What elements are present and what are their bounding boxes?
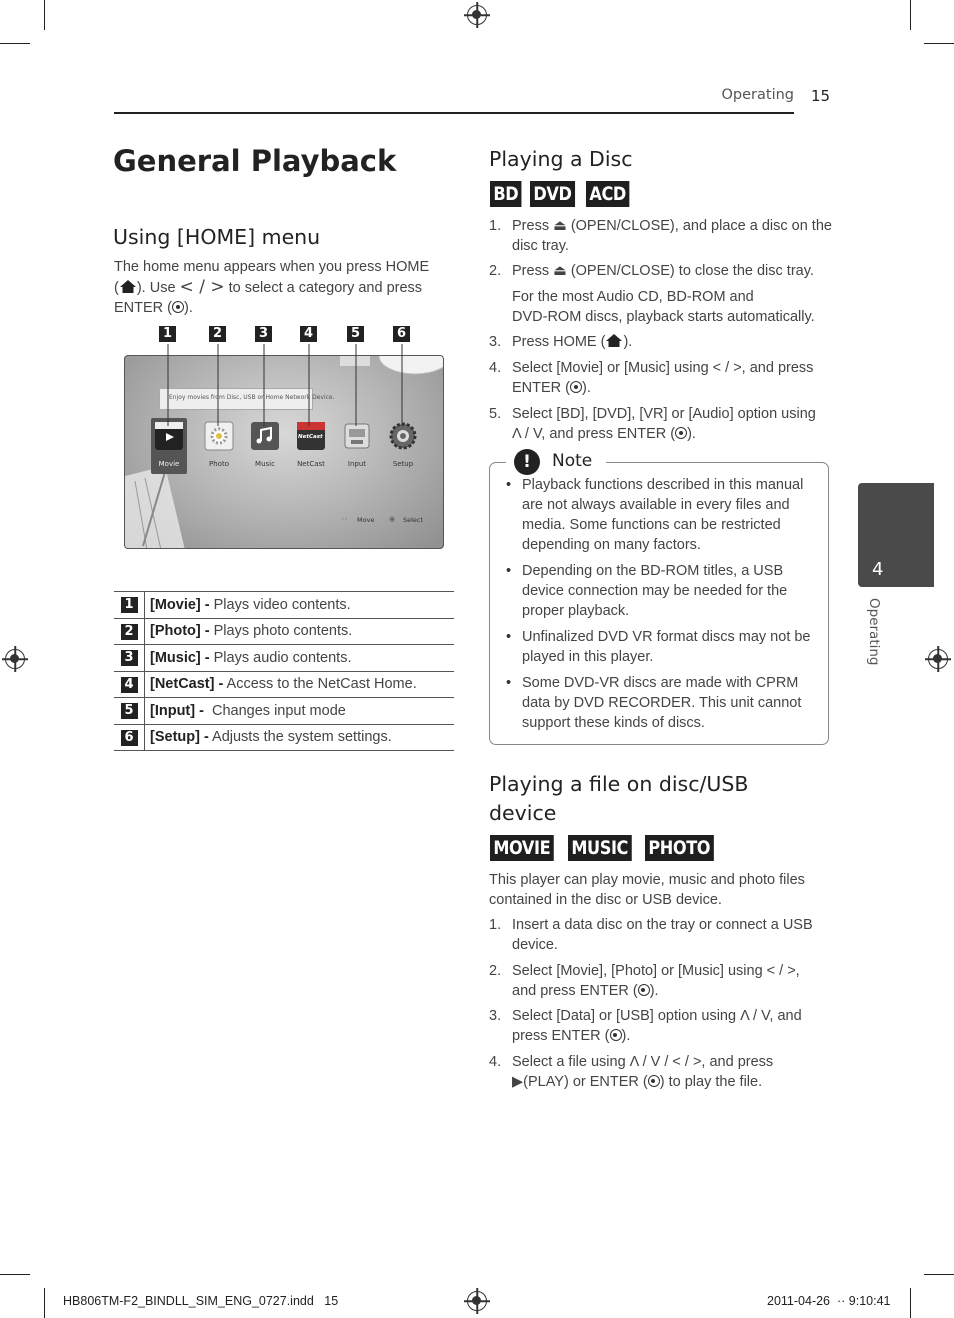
step-number: 1. (489, 917, 502, 933)
footer-timestamp: 2011-04-26 ·· 9:10:41 (767, 1294, 891, 1308)
callout-number: 3 (255, 326, 272, 342)
registration-mark-icon (467, 1291, 487, 1311)
section-heading-home-menu: Using [HOME] menu (113, 225, 321, 249)
section-heading-playing-file: Playing a file on disc/USB device (489, 772, 749, 825)
enter-icon (648, 1075, 660, 1087)
file-intro: This player can play movie, music and photo files contained in the disc or USB device. (489, 872, 805, 908)
step-text: ). (621, 1028, 631, 1044)
screen-icon-label: NetCast (297, 460, 325, 468)
item-desc: Access to the NetCast Home. (223, 676, 417, 693)
media-badge: MOVIE (490, 835, 554, 861)
item-key: [NetCast] - (150, 676, 224, 693)
item-desc: Adjusts the system settings. (208, 729, 392, 746)
enter-icon (570, 381, 582, 393)
item-key: [Input] - (150, 702, 204, 719)
select-hint: Select (403, 516, 424, 524)
chapter-tab (858, 483, 934, 587)
step-text: DVD-ROM discs, playback starts automatically. (512, 309, 815, 325)
step-text: Press ⏏ (OPEN/CLOSE) to close the disc tray. (512, 263, 814, 279)
media-badge: BD (490, 181, 522, 207)
screen-icon-label: Photo (209, 460, 229, 468)
note-bullet: • Unfinalized DVD VR format discs may not be played in this player. (490, 627, 820, 667)
step-text: Select [Movie], [Photo] or [Music] using < / >, (512, 963, 800, 979)
step-text: ENTER ( (512, 380, 570, 396)
item-number: 6 (121, 730, 138, 746)
item-desc: Plays photo contents. (209, 623, 353, 640)
page-title: General Playback (113, 144, 397, 178)
screen-icon-label: Setup (392, 460, 414, 468)
item-key: [Photo] - (150, 623, 210, 640)
enter-icon (610, 1029, 622, 1041)
step-text: ▶(PLAY) or ENTER ( (512, 1074, 648, 1090)
screen-icon-label: Music (255, 460, 275, 468)
enter-icon (675, 427, 687, 439)
move-hint-icon: ◦◦ (341, 516, 349, 523)
step-number: 1. (489, 218, 502, 234)
item-desc: Plays video contents. (209, 596, 351, 613)
footer-file: HB806TM-F2_BINDLL_SIM_ENG_0727.indd 15 (63, 1294, 339, 1308)
callout-number: 4 (300, 326, 317, 342)
disc-type-badges (490, 181, 690, 207)
chapter-number: 4 (872, 559, 884, 580)
screen-banner: Enjoy movies from Disc, USB or Home Network Device. (159, 388, 313, 410)
media-badge: PHOTO (645, 835, 714, 861)
item-number: 5 (121, 703, 138, 719)
table-row (114, 618, 454, 645)
step-text: Select [Data] or [USB] option using Λ / V, and (512, 1008, 802, 1024)
step-number: 4. (489, 1054, 502, 1070)
step-number: 2. (489, 263, 502, 279)
step-text: ) to play the file. (659, 1074, 763, 1090)
step-number: 3. (489, 334, 502, 350)
callout-number: 5 (347, 326, 364, 342)
crop-mark (924, 1274, 954, 1275)
note-box (489, 451, 829, 745)
item-number: 1 (121, 597, 138, 613)
item-number: 2 (121, 624, 138, 640)
item-key: [Setup] - (150, 729, 209, 746)
step-number: 3. (489, 1008, 502, 1024)
registration-mark-icon (5, 649, 25, 669)
callout-number: 2 (209, 326, 226, 342)
home-icon (605, 334, 623, 350)
step-number: 4. (489, 360, 502, 376)
table-row (114, 592, 454, 619)
step-text: Select a file using Λ / V / < / >, and press (512, 1054, 774, 1070)
step-text: Press HOME ( (512, 334, 606, 350)
note-title: Note (552, 451, 593, 471)
section-name: Operating (721, 87, 794, 103)
step-text: Select [BD], [DVD], [VR] or [Audio] option using (512, 406, 816, 422)
netcast-logo: NetCast (298, 434, 323, 440)
table-row (114, 645, 454, 672)
section-heading-playing-disc: Playing a Disc (489, 147, 633, 171)
step-text: device. (512, 937, 558, 953)
item-desc: Changes input mode (203, 702, 346, 719)
item-number: 4 (121, 677, 138, 693)
step-text: ). (582, 380, 591, 396)
step-text: Select [Movie] or [Music] using < / >, and press (512, 360, 814, 376)
step-number: 2. (489, 963, 502, 979)
table-row (114, 724, 454, 751)
item-key: [Movie] - (150, 596, 210, 613)
callout-number: 6 (393, 326, 410, 342)
note-bullet: • Some DVD-VR discs are made with CPRM data by DVD RECORDER. This unit cannot support these kinds of discs. (490, 673, 820, 733)
media-badge: MUSIC (568, 835, 631, 861)
media-badge: ACD (586, 181, 629, 207)
step-text: press ENTER ( (512, 1028, 610, 1044)
step-text: For the most Audio CD, BD-ROM and (512, 289, 754, 305)
screen-icon-label: Movie (158, 460, 180, 468)
media-badge: DVD (530, 181, 575, 207)
table-row (114, 671, 454, 698)
step-text: Insert a data disc on the tray or connect a USB (512, 917, 813, 933)
file-type-badges (490, 835, 750, 861)
step-text: Λ / V, and press ENTER ( (512, 426, 676, 442)
step-text: disc tray. (512, 238, 569, 254)
crop-mark (44, 1288, 45, 1318)
move-hint: Move (357, 516, 375, 524)
step-text: ). (687, 426, 696, 442)
crop-mark (910, 1288, 911, 1318)
note-bullet: • Playback functions described in this manual are not always available in every files and media. Some functions can be restricted depending on many factors. (490, 475, 820, 555)
step-number: 5. (489, 406, 502, 422)
item-key: [Music] - (150, 649, 210, 666)
callout-number: 1 (159, 326, 176, 342)
page-number: 15 (811, 87, 831, 105)
registration-mark-icon (928, 649, 948, 669)
step-text: and press ENTER ( (512, 983, 638, 999)
chapter-label: Operating (866, 598, 882, 666)
note-bullet: • Depending on the BD-ROM titles, a USB device connection may be needed for the proper playback. (490, 561, 820, 621)
crop-mark (0, 1274, 30, 1275)
note-icon: ! (514, 449, 540, 475)
table-row (114, 698, 454, 725)
select-hint-icon: ◉ (389, 515, 396, 523)
step-text: ). (649, 983, 659, 999)
step-text: ). (623, 334, 633, 350)
home-menu-intro: The home menu appears when you press HOME ( ). Use < / > to select a category and press ENTER ( ). (114, 259, 430, 316)
screen-icon-label: Input (347, 460, 367, 468)
item-desc: Plays audio contents. (209, 649, 352, 666)
step-text: Press ⏏ (OPEN/CLOSE), and place a disc on the (512, 218, 832, 234)
item-number: 3 (121, 650, 138, 666)
enter-icon (638, 984, 650, 996)
note-header (506, 449, 606, 475)
note-list (490, 475, 820, 739)
home-menu-items-table (114, 591, 454, 751)
